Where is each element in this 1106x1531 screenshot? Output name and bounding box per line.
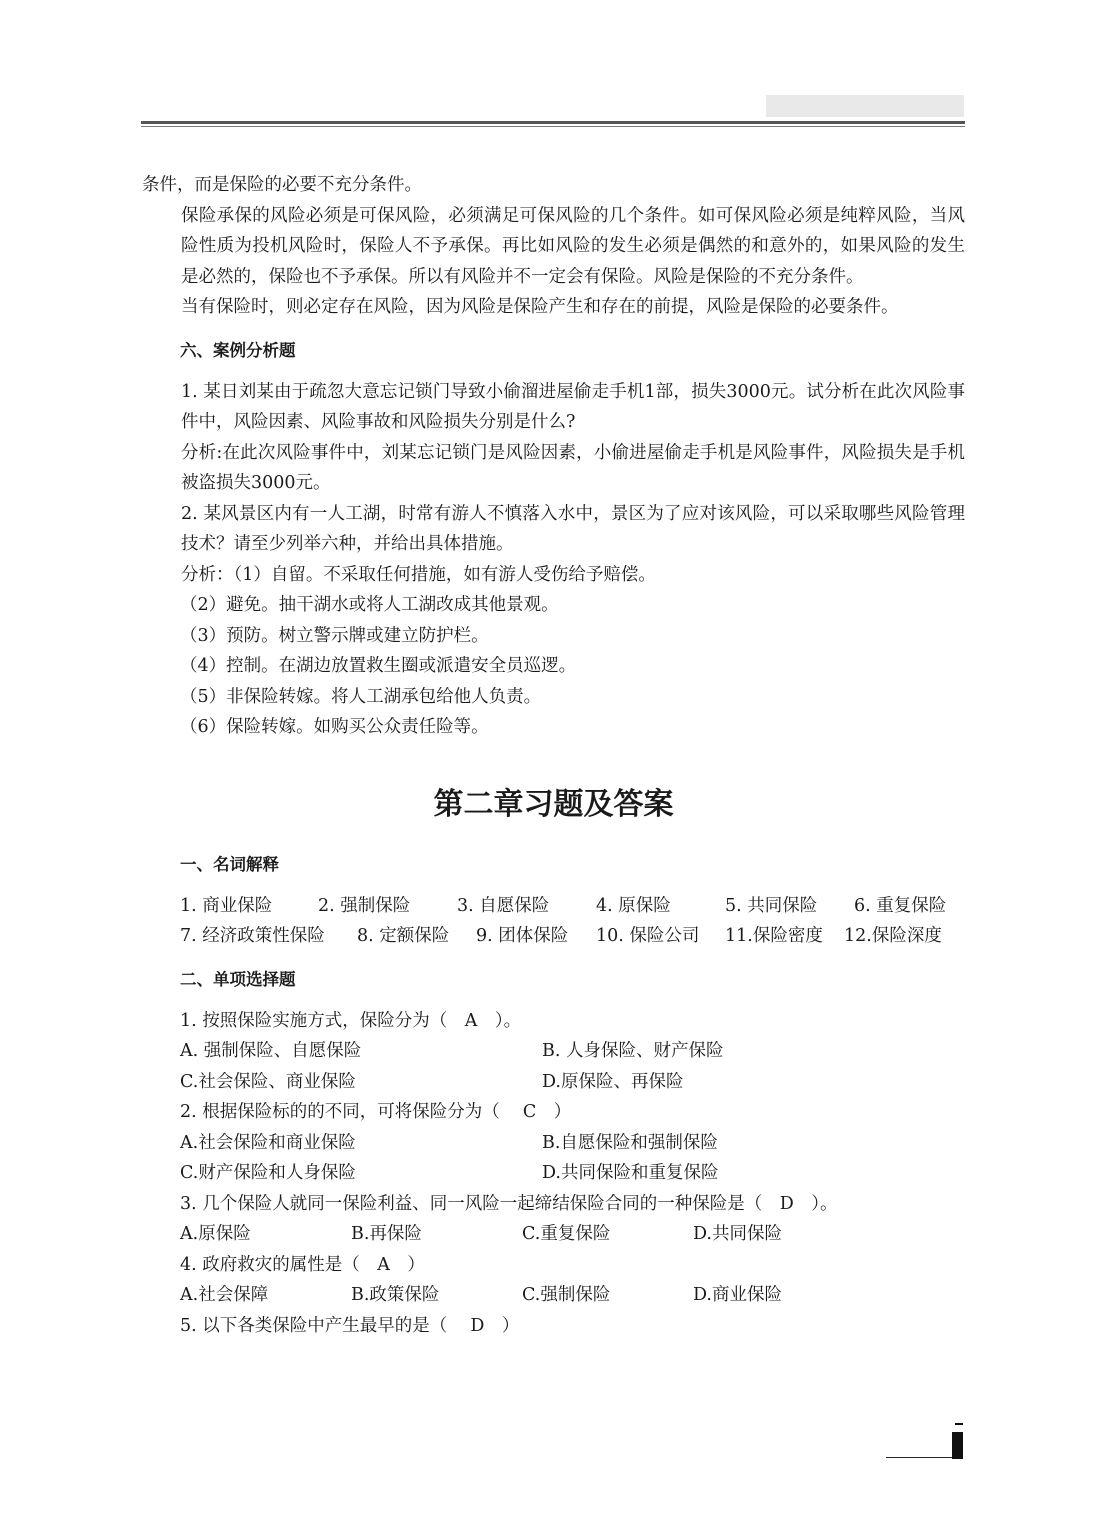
- option: A.社会保险和商业保险: [180, 1132, 356, 1153]
- options-row: [142, 1219, 965, 1250]
- option: B.自愿保险和强制保险: [542, 1132, 718, 1153]
- term: 11.保险密度: [725, 926, 823, 946]
- case-answer-line: （5）非保险转嫁。将人工湖承包给他人负责。: [180, 686, 542, 707]
- intro-paragraph: 保险承保的风险必须是可保风险，必须满足可保风险的几个条件。如可保风险必须是纯粹风险，当风险性质为投机风险时，保险人不予承保。再比如风险的发生必须是偶然的和意外的，如果风险的发生是必然的，保险也不予承保。所以有风险并不一定会有保险。风险是保险的不充分条件。: [181, 205, 965, 287]
- term: 12.保险深度: [844, 926, 942, 946]
- case-answer: 分析:在此次风险事件中，刘某忘记锁门是风险因素，小偷进屋偷走手机是风险事件，风险损失是手机被盗损失3000元。: [181, 442, 965, 493]
- option: C.社会保险、商业保险: [180, 1071, 356, 1092]
- question: 1. 按照保险实施方式，保险分为（ A ）。: [180, 1010, 522, 1031]
- chapter-title: 第二章习题及答案: [433, 786, 674, 822]
- question: 5. 以下各类保险中产生最早的是（ D ）: [180, 1315, 520, 1336]
- term: 9. 团体保险: [476, 926, 569, 946]
- term: 5. 共同保险: [725, 895, 818, 916]
- options-row: [142, 1158, 965, 1189]
- option: B.政策保险: [351, 1285, 440, 1305]
- options-row: [142, 1067, 965, 1098]
- case-answer-line: 分析：（1）自留。不采取任何措施，如有游人受伤给予赔偿。: [181, 564, 656, 585]
- section-heading: 一、名词解释: [180, 854, 279, 874]
- case-answer-line: （2）避免。抽干湖水或将人工湖改成其他景观。: [180, 595, 559, 615]
- option: C.重复保险: [522, 1224, 611, 1244]
- term: 3. 自愿保险: [457, 895, 550, 916]
- option: B.再保险: [351, 1224, 422, 1244]
- option: D.商业保险: [693, 1285, 782, 1305]
- question: 4. 政府救灾的属性是（ A ）: [180, 1254, 425, 1275]
- case-answer-line: （6）保险转嫁。如购买公众责任险等。: [180, 717, 489, 737]
- question: 3. 几个保险人就同一保险利益、同一风险一起缔结保险合同的一种保险是（ D ）。: [180, 1193, 838, 1214]
- option: D.共同保险: [693, 1224, 782, 1244]
- section-heading: 六、案例分析题: [180, 340, 296, 360]
- footer-rule: [886, 1457, 952, 1458]
- options-row: [142, 1128, 965, 1159]
- options-row: [142, 1036, 965, 1067]
- option: D.共同保险和重复保险: [542, 1163, 719, 1183]
- case-question: 1. 某日刘某由于疏忽大意忘记锁门导致小偷溜进屋偷走手机1部，损失3000元。试分析在此次风险事件中，风险因素、风险事故和风险损失分别是什么?: [181, 381, 965, 432]
- option: B. 人身保险、财产保险: [542, 1041, 724, 1061]
- intro-line: 条件，而是保险的必要不充分条件。: [142, 175, 422, 195]
- case-answer-line: （3）预防。树立警示牌或建立防护栏。: [180, 625, 489, 646]
- page-content: [142, 170, 965, 1341]
- section-heading: 二、单项选择题: [180, 969, 296, 989]
- header-rule: [141, 121, 965, 124]
- option: A.社会保障: [180, 1285, 269, 1305]
- footer-bar: [952, 1432, 963, 1459]
- term: 8. 定额保险: [357, 926, 450, 946]
- case-question: 2. 某风景区内有一人工湖，时常有游人不慎落入水中，景区为了应对该风险，可以采取哪些风险管理技术？请至少列举六种，并给出具体措施。: [181, 503, 965, 554]
- option: D.原保险、再保险: [542, 1071, 684, 1092]
- term: 1. 商业保险: [180, 895, 273, 916]
- header-rule-thin: [141, 126, 965, 127]
- question: 2. 根据保险标的的不同，可将保险分为（ C ）: [180, 1102, 572, 1122]
- term: 2. 强制保险: [318, 895, 411, 916]
- case-answer-line: （4）控制。在湖边放置救生圈或派遣安全员巡逻。: [180, 656, 577, 676]
- header-box: [766, 95, 964, 117]
- term: 6. 重复保险: [854, 895, 947, 916]
- term: 4. 原保险: [596, 895, 671, 916]
- intro-paragraph: 当有保险时，则必定存在风险，因为风险是保险产生和存在的前提，风险是保险的必要条件。: [181, 297, 899, 317]
- option: A.原保险: [180, 1224, 251, 1244]
- term: 10. 保险公司: [596, 926, 700, 946]
- footer-tick: [955, 1423, 963, 1425]
- term-row: [142, 921, 965, 952]
- term-row: [142, 891, 965, 922]
- option: A. 强制保险、自愿保险: [180, 1041, 362, 1061]
- options-row: [142, 1280, 965, 1311]
- option: C.强制保险: [522, 1285, 611, 1305]
- option: C.财产保险和人身保险: [180, 1163, 356, 1183]
- term: 7. 经济政策性保险: [180, 926, 325, 946]
